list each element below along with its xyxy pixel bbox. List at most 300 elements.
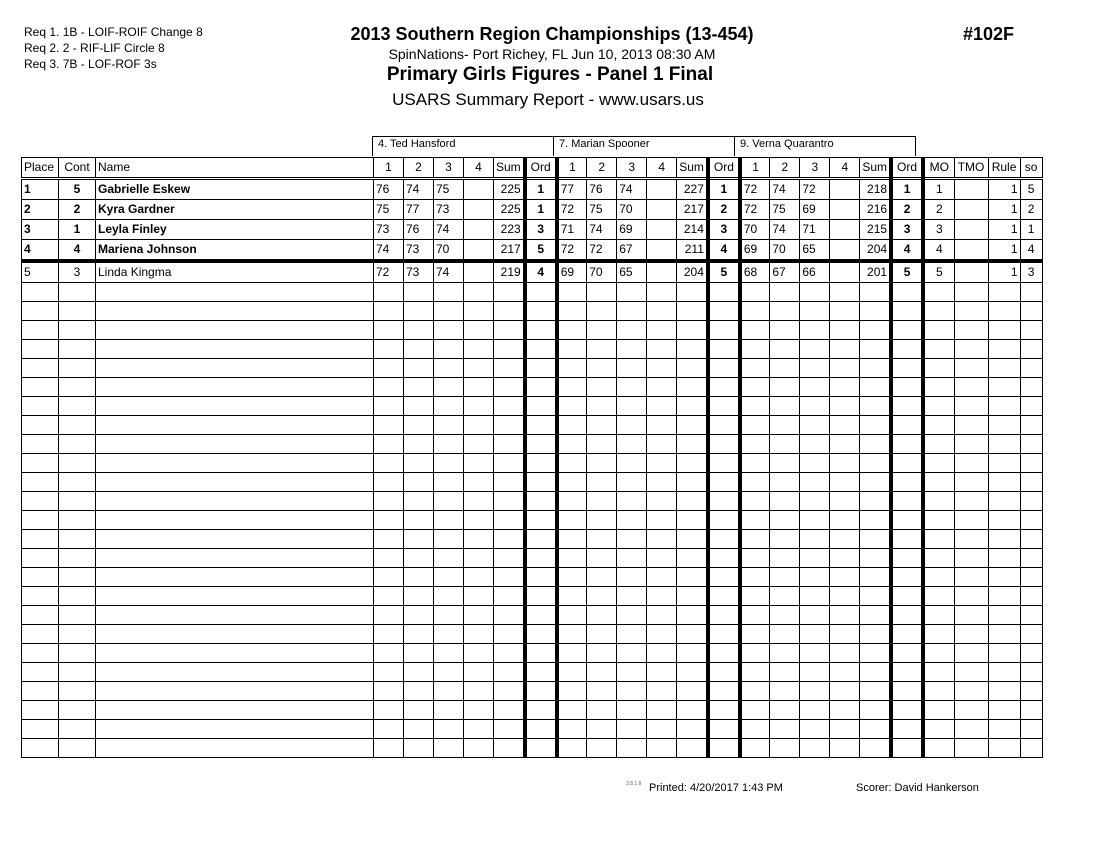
j2-sum-cell	[677, 473, 708, 492]
name-cell	[96, 340, 374, 359]
name-cell	[96, 644, 374, 663]
j1-ordinal-cell	[525, 321, 557, 340]
j2-score2-cell: 74	[587, 220, 617, 240]
j2-score4-cell	[647, 340, 677, 359]
j1-ordinal-cell: 5	[525, 240, 557, 262]
j1-ordinal-cell	[525, 397, 557, 416]
so-cell	[1020, 454, 1042, 473]
cont-cell	[59, 473, 96, 492]
tmo-cell	[954, 701, 988, 720]
j1-score4-cell	[464, 492, 494, 511]
j1-score2-cell	[404, 701, 434, 720]
empty-row	[22, 492, 1043, 511]
rule-cell	[988, 625, 1020, 644]
j3-score3-cell	[800, 720, 830, 739]
cont-cell	[59, 549, 96, 568]
j2-score4-cell	[647, 606, 677, 625]
place-cell	[22, 473, 59, 492]
j2-score3-cell	[617, 644, 647, 663]
mo-cell: 4	[923, 240, 954, 262]
name-cell: Kyra Gardner	[96, 200, 374, 220]
j3-sum-cell: 215	[860, 220, 891, 240]
event-title: Primary Girls Figures - Panel 1 Final	[386, 64, 714, 85]
j2-score3-cell	[617, 568, 647, 587]
rule-cell	[988, 701, 1020, 720]
cont-cell	[59, 416, 96, 435]
col-j1-ord: Ord	[525, 158, 557, 179]
empty-row	[22, 397, 1043, 416]
j3-score3-cell: 71	[800, 220, 830, 240]
col-j3-sum: Sum	[860, 158, 891, 179]
place-cell: 3	[22, 220, 59, 240]
j3-sum-cell: 218	[860, 179, 891, 200]
j2-score4-cell	[647, 302, 677, 321]
j2-score3-cell	[617, 359, 647, 378]
j2-ordinal-cell	[708, 568, 740, 587]
j3-score3-cell	[800, 511, 830, 530]
j3-score3-cell	[800, 321, 830, 340]
j2-ordinal-cell	[708, 416, 740, 435]
cont-cell	[59, 454, 96, 473]
j1-score4-cell	[464, 397, 494, 416]
rule-cell	[988, 302, 1020, 321]
empty-row	[22, 663, 1043, 682]
j1-sum-cell	[494, 340, 525, 359]
name-cell	[96, 568, 374, 587]
mo-cell	[923, 739, 954, 758]
j2-score2-cell	[587, 359, 617, 378]
j3-score3-cell	[800, 473, 830, 492]
j2-score1-cell	[557, 568, 587, 587]
place-cell	[22, 283, 59, 302]
col-cont: Cont	[59, 158, 96, 179]
j3-score1-cell	[740, 606, 770, 625]
j2-score2-cell	[587, 530, 617, 549]
j3-score2-cell	[770, 739, 800, 758]
mo-cell: 2	[923, 200, 954, 220]
cont-cell	[59, 492, 96, 511]
j1-score2-cell	[404, 302, 434, 321]
j3-score1-cell	[740, 283, 770, 302]
col-name: Name	[96, 158, 374, 179]
j1-score4-cell	[464, 416, 494, 435]
j3-score4-cell	[830, 378, 860, 397]
j3-score4-cell	[830, 625, 860, 644]
scorer-name: Scorer: David Hankerson	[856, 782, 979, 794]
name-cell	[96, 625, 374, 644]
tmo-cell	[954, 359, 988, 378]
j1-score1-cell	[374, 511, 404, 530]
j2-ordinal-cell	[708, 454, 740, 473]
tmo-cell	[954, 179, 988, 200]
col-mo: MO	[923, 158, 954, 179]
j3-score4-cell	[830, 473, 860, 492]
so-cell	[1020, 416, 1042, 435]
empty-row	[22, 416, 1043, 435]
j3-score1-cell	[740, 549, 770, 568]
j1-ordinal-cell	[525, 454, 557, 473]
name-cell	[96, 682, 374, 701]
cont-cell	[59, 644, 96, 663]
j3-score3-cell: 72	[800, 179, 830, 200]
j1-score3-cell	[434, 606, 464, 625]
so-cell	[1020, 359, 1042, 378]
j1-score3-cell	[434, 378, 464, 397]
j3-ordinal-cell	[891, 587, 923, 606]
j1-ordinal-cell: 1	[525, 200, 557, 220]
j3-score2-cell	[770, 435, 800, 454]
j1-sum-cell	[494, 549, 525, 568]
col-j1-fig3: 3	[434, 158, 464, 179]
j3-score1-cell	[740, 359, 770, 378]
j3-sum-cell	[860, 378, 891, 397]
mo-cell	[923, 492, 954, 511]
so-cell	[1020, 340, 1042, 359]
j1-ordinal-cell	[525, 378, 557, 397]
j3-score1-cell	[740, 682, 770, 701]
j2-score3-cell: 69	[617, 220, 647, 240]
j1-score4-cell	[464, 454, 494, 473]
tmo-cell	[954, 283, 988, 302]
j2-score2-cell	[587, 606, 617, 625]
col-j1-fig2: 2	[404, 158, 434, 179]
j2-score2-cell	[587, 397, 617, 416]
mo-cell	[923, 454, 954, 473]
j1-score2-cell	[404, 625, 434, 644]
j1-score3-cell	[434, 283, 464, 302]
place-cell	[22, 454, 59, 473]
j2-ordinal-cell: 4	[708, 240, 740, 262]
mo-cell	[923, 720, 954, 739]
j3-score4-cell	[830, 302, 860, 321]
j1-score3-cell: 70	[434, 240, 464, 262]
mo-cell	[923, 568, 954, 587]
cont-cell	[59, 530, 96, 549]
j2-score1-cell	[557, 397, 587, 416]
so-cell	[1020, 435, 1042, 454]
place-cell	[22, 720, 59, 739]
j2-score2-cell	[587, 416, 617, 435]
tmo-cell	[954, 473, 988, 492]
j2-score4-cell	[647, 359, 677, 378]
j2-score2-cell	[587, 587, 617, 606]
name-cell: Leyla Finley	[96, 220, 374, 240]
j2-ordinal-cell	[708, 625, 740, 644]
j2-score4-cell	[647, 378, 677, 397]
j3-score1-cell	[740, 397, 770, 416]
j1-sum-cell: 225	[494, 179, 525, 200]
j3-score1-cell: 70	[740, 220, 770, 240]
j1-sum-cell: 225	[494, 200, 525, 220]
j2-score1-cell	[557, 682, 587, 701]
j2-score1-cell	[557, 378, 587, 397]
j1-ordinal-cell	[525, 644, 557, 663]
j2-score1-cell	[557, 283, 587, 302]
j2-score3-cell	[617, 720, 647, 739]
j2-score2-cell	[587, 739, 617, 758]
rule-cell	[988, 739, 1020, 758]
empty-row	[22, 321, 1043, 340]
j1-score2-cell	[404, 283, 434, 302]
j1-sum-cell	[494, 568, 525, 587]
j3-score4-cell	[830, 321, 860, 340]
mo-cell	[923, 606, 954, 625]
j2-score2-cell	[587, 435, 617, 454]
j1-score4-cell	[464, 682, 494, 701]
j2-score4-cell	[647, 644, 677, 663]
j1-score1-cell	[374, 473, 404, 492]
so-cell	[1020, 701, 1042, 720]
j2-score3-cell	[617, 378, 647, 397]
j1-score1-cell	[374, 416, 404, 435]
j3-sum-cell	[860, 283, 891, 302]
empty-row	[22, 511, 1043, 530]
empty-row	[22, 625, 1043, 644]
tmo-cell	[954, 321, 988, 340]
so-cell	[1020, 625, 1042, 644]
j2-score1-cell	[557, 492, 587, 511]
j3-score3-cell	[800, 644, 830, 663]
j2-ordinal-cell	[708, 644, 740, 663]
name-cell	[96, 435, 374, 454]
j1-score1-cell	[374, 587, 404, 606]
j2-score3-cell	[617, 454, 647, 473]
j3-sum-cell	[860, 720, 891, 739]
j2-score2-cell	[587, 682, 617, 701]
place-cell: 4	[22, 240, 59, 262]
j2-score1-cell	[557, 587, 587, 606]
j1-score1-cell	[374, 644, 404, 663]
j3-sum-cell	[860, 511, 891, 530]
tmo-cell	[954, 568, 988, 587]
j2-score3-cell	[617, 625, 647, 644]
j3-score3-cell	[800, 397, 830, 416]
j1-ordinal-cell	[525, 511, 557, 530]
j2-score2-cell	[587, 549, 617, 568]
j3-score3-cell	[800, 701, 830, 720]
j1-sum-cell	[494, 644, 525, 663]
so-cell	[1020, 720, 1042, 739]
j2-score3-cell: 74	[617, 179, 647, 200]
table-row	[22, 240, 1043, 262]
requirement-2: Req 2. 2 - RIF-LIF Circle 8	[24, 41, 165, 55]
j1-ordinal-cell	[525, 701, 557, 720]
rule-cell	[988, 511, 1020, 530]
table-row	[22, 200, 1043, 220]
col-j2-fig1: 1	[557, 158, 587, 179]
col-j3-fig2: 2	[770, 158, 800, 179]
j1-ordinal-cell	[525, 359, 557, 378]
j3-score2-cell	[770, 587, 800, 606]
place-cell	[22, 397, 59, 416]
j3-sum-cell	[860, 397, 891, 416]
col-j1-sum: Sum	[494, 158, 525, 179]
j3-ordinal-cell	[891, 340, 923, 359]
j1-score2-cell	[404, 549, 434, 568]
so-cell	[1020, 682, 1042, 701]
j1-ordinal-cell: 4	[525, 261, 557, 283]
j1-score2-cell	[404, 340, 434, 359]
mo-cell	[923, 359, 954, 378]
j3-ordinal-cell	[891, 473, 923, 492]
j1-score1-cell	[374, 492, 404, 511]
j3-score4-cell	[830, 644, 860, 663]
j3-score1-cell: 72	[740, 179, 770, 200]
j3-score2-cell	[770, 283, 800, 302]
j3-score3-cell	[800, 435, 830, 454]
j1-score3-cell	[434, 454, 464, 473]
j1-score1-cell	[374, 682, 404, 701]
j2-ordinal-cell	[708, 492, 740, 511]
j1-ordinal-cell	[525, 587, 557, 606]
rule-cell	[988, 416, 1020, 435]
j1-sum-cell	[494, 283, 525, 302]
cont-cell	[59, 378, 96, 397]
col-j3-ord: Ord	[891, 158, 923, 179]
j3-ordinal-cell	[891, 644, 923, 663]
j1-score3-cell	[434, 682, 464, 701]
j2-sum-cell	[677, 549, 708, 568]
j2-sum-cell	[677, 321, 708, 340]
j2-score1-cell	[557, 435, 587, 454]
j3-score3-cell	[800, 340, 830, 359]
j3-score3-cell	[800, 454, 830, 473]
j2-score4-cell	[647, 492, 677, 511]
col-so: so	[1020, 158, 1042, 179]
place-cell	[22, 568, 59, 587]
competition-title: 2013 Southern Region Championships (13-454)	[350, 24, 754, 44]
j2-score3-cell	[617, 606, 647, 625]
j2-score1-cell: 71	[557, 220, 587, 240]
cont-cell	[59, 587, 96, 606]
j3-sum-cell	[860, 606, 891, 625]
mo-cell	[923, 682, 954, 701]
place-cell	[22, 511, 59, 530]
tmo-cell	[954, 340, 988, 359]
j1-sum-cell	[494, 530, 525, 549]
place-cell	[22, 340, 59, 359]
so-cell	[1020, 549, 1042, 568]
j2-sum-cell	[677, 302, 708, 321]
col-j1-fig1: 1	[374, 158, 404, 179]
j1-score1-cell: 74	[374, 240, 404, 262]
j2-score3-cell	[617, 663, 647, 682]
place-cell	[22, 625, 59, 644]
j1-ordinal-cell	[525, 283, 557, 302]
j2-sum-cell	[677, 663, 708, 682]
j3-sum-cell	[860, 340, 891, 359]
j1-ordinal-cell	[525, 530, 557, 549]
j3-sum-cell	[860, 302, 891, 321]
j3-score1-cell	[740, 492, 770, 511]
j1-sum-cell: 219	[494, 261, 525, 283]
cont-cell	[59, 302, 96, 321]
j1-ordinal-cell	[525, 492, 557, 511]
j2-ordinal-cell: 5	[708, 261, 740, 283]
j3-score1-cell	[740, 530, 770, 549]
j1-score2-cell	[404, 492, 434, 511]
j1-sum-cell	[494, 663, 525, 682]
tmo-cell	[954, 220, 988, 240]
j2-score2-cell	[587, 644, 617, 663]
j2-ordinal-cell	[708, 340, 740, 359]
j1-score4-cell	[464, 720, 494, 739]
j2-score1-cell	[557, 321, 587, 340]
rule-cell	[988, 549, 1020, 568]
col-j3-fig1: 1	[740, 158, 770, 179]
j1-ordinal-cell: 1	[525, 179, 557, 200]
mo-cell	[923, 625, 954, 644]
j1-ordinal-cell	[525, 473, 557, 492]
j1-sum-cell	[494, 492, 525, 511]
j3-score2-cell	[770, 511, 800, 530]
j2-score4-cell	[647, 682, 677, 701]
rule-cell: 1	[988, 179, 1020, 200]
j1-score1-cell	[374, 340, 404, 359]
tmo-cell	[954, 625, 988, 644]
name-cell: Gabrielle Eskew	[96, 179, 374, 200]
j3-score2-cell	[770, 606, 800, 625]
j3-sum-cell	[860, 644, 891, 663]
place-cell	[22, 644, 59, 663]
j2-score3-cell	[617, 739, 647, 758]
j1-score4-cell	[464, 302, 494, 321]
j3-score4-cell	[830, 492, 860, 511]
name-cell	[96, 663, 374, 682]
j1-score3-cell	[434, 739, 464, 758]
software-version: 3.8.1.8	[626, 781, 642, 787]
so-cell	[1020, 302, 1042, 321]
j1-score1-cell	[374, 435, 404, 454]
j1-score3-cell	[434, 492, 464, 511]
cont-cell	[59, 606, 96, 625]
mo-cell	[923, 644, 954, 663]
j3-score4-cell	[830, 220, 860, 240]
j1-score4-cell	[464, 473, 494, 492]
j3-ordinal-cell	[891, 720, 923, 739]
j2-score4-cell	[647, 720, 677, 739]
requirement-3: Req 3. 7B - LOF-ROF 3s	[24, 57, 157, 71]
j3-score4-cell	[830, 200, 860, 220]
j3-score1-cell	[740, 644, 770, 663]
j3-score1-cell: 69	[740, 240, 770, 262]
j2-score2-cell	[587, 511, 617, 530]
j3-score2-cell	[770, 359, 800, 378]
j2-ordinal-cell	[708, 587, 740, 606]
j3-sum-cell	[860, 359, 891, 378]
place-cell	[22, 435, 59, 454]
j3-score3-cell: 65	[800, 240, 830, 262]
j2-ordinal-cell	[708, 606, 740, 625]
j1-score4-cell	[464, 568, 494, 587]
j1-score2-cell	[404, 359, 434, 378]
name-cell	[96, 587, 374, 606]
j1-score3-cell	[434, 625, 464, 644]
name-cell	[96, 739, 374, 758]
j1-score4-cell	[464, 378, 494, 397]
j2-score3-cell	[617, 283, 647, 302]
j1-score3-cell	[434, 302, 464, 321]
j2-score2-cell	[587, 568, 617, 587]
j3-score2-cell: 70	[770, 240, 800, 262]
so-cell	[1020, 644, 1042, 663]
j2-sum-cell: 227	[677, 179, 708, 200]
rule-cell	[988, 473, 1020, 492]
j3-score2-cell	[770, 720, 800, 739]
j1-score3-cell: 74	[434, 261, 464, 283]
j2-ordinal-cell	[708, 397, 740, 416]
empty-row	[22, 720, 1043, 739]
